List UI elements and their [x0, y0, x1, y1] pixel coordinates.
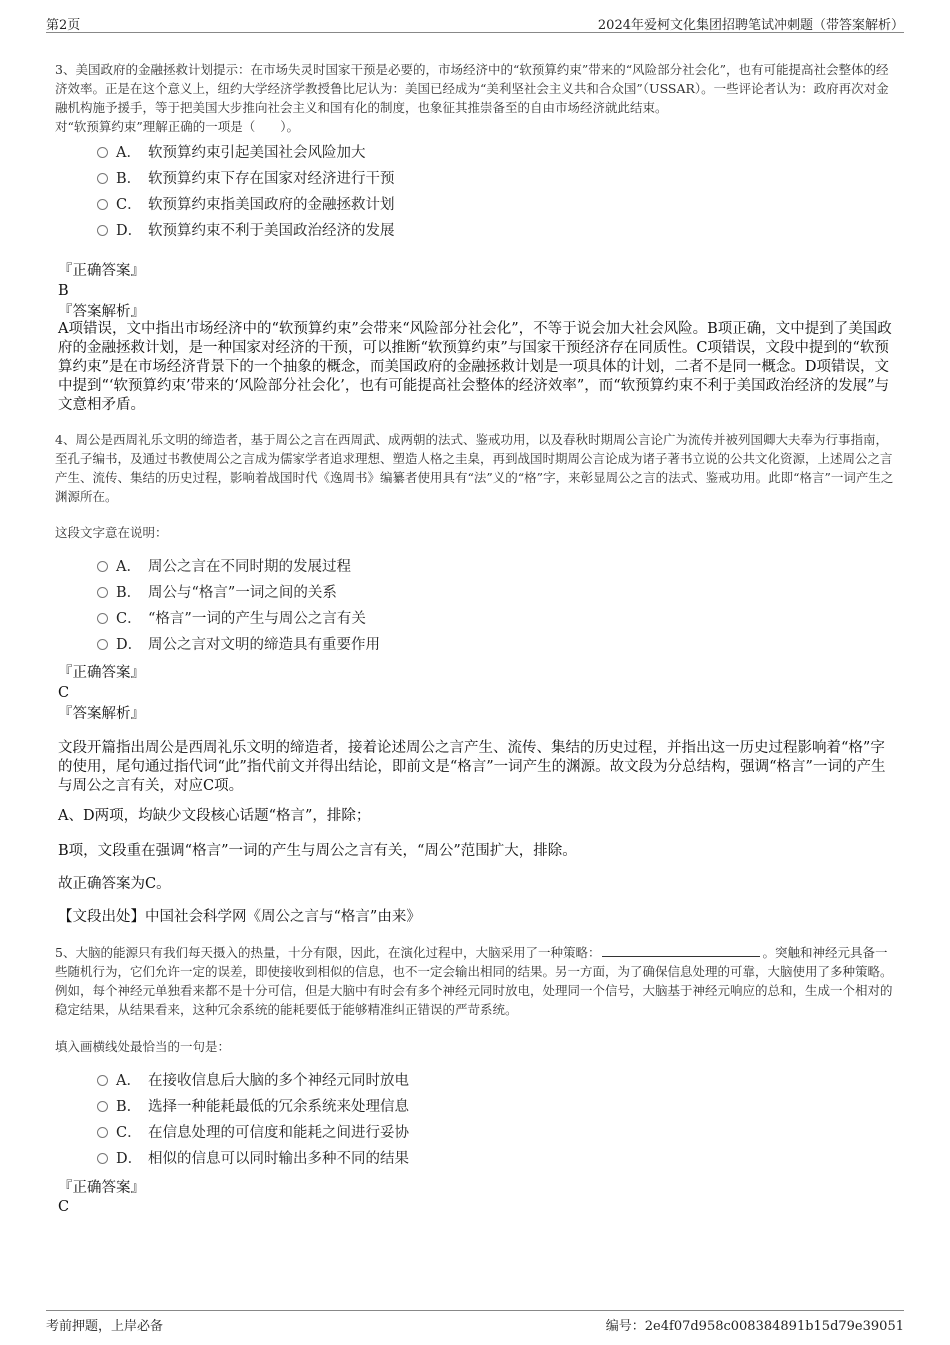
q4-option-b[interactable]: B． 周公与“格言”一词之间的关系 [97, 583, 337, 603]
q5-answer-label: 『正确答案』 [58, 1180, 145, 1196]
radio-icon[interactable] [97, 173, 108, 184]
radio-icon[interactable] [97, 1101, 108, 1112]
q4-answer: C [58, 685, 70, 701]
q4-option-d[interactable]: D． 周公之言对文明的缔造具有重要作用 [97, 635, 380, 655]
q4-option-c[interactable]: C． “格言”一词的产生与周公之言有关 [97, 609, 366, 629]
radio-icon[interactable] [97, 1153, 108, 1164]
q5-option-c[interactable]: C． 在信息处理的可信度和能耗之间进行妥协 [97, 1123, 409, 1143]
q3-option-b[interactable]: B． 软预算约束下存在国家对经济进行干预 [97, 169, 395, 189]
q4-analysis-p1: 文段开篇指出周公是西周礼乐文明的缔造者，接着论述周公之言产生、流传、集结的历史过程，并指出这一历史过程影响着“格”字的使用，尾句通过指代词“此”指代前文并得出结论，即前文是“格言”一词产生的渊源。故文段为分总结构，强调“格言”一词的产生与周公之言有关，对应C项。 [58, 740, 886, 794]
q3-answer-label: 『正确答案』 [58, 263, 145, 279]
question-4-stem [55, 430, 895, 506]
radio-icon[interactable] [97, 1127, 108, 1138]
radio-icon[interactable] [97, 587, 108, 598]
q3-analysis-label: 『答案解析』 [58, 304, 145, 320]
radio-icon[interactable] [97, 561, 108, 572]
q4-analysis-p4: 故正确答案为C。 [58, 876, 171, 892]
page-footer [46, 1310, 904, 1334]
q4-answer-label: 『正确答案』 [58, 665, 145, 681]
footer-slogan: 考前押题，上岸必备 [46, 1319, 164, 1334]
q4-analysis-label: 『答案解析』 [58, 706, 145, 722]
q3-answer: B [58, 283, 69, 299]
q4-source: 【文段出处】中国社会科学网《周公之言与“格言”由来》 [58, 909, 421, 925]
page-number: 第2页 [46, 18, 81, 33]
radio-icon[interactable] [97, 147, 108, 158]
question-4-text: 4、周公是西周礼乐文明的缔造者，基于周公之言在西周武、成两朝的法式、鉴戒功用，以及春秋时期周公言论广为流传并被列国卿大夫奉为行事指南，至孔子编书，及通过书教使周公之言成为儒家学者追求理想、塑造人格之圭臬，再到战国时期周公言论成为诸子著书立说的公共文化资源，上述周公之言产生、流传、集结的历史过程，影响着战国时代《逸周书》编纂者使用具有“法”义的“格”字，来彰显周公之言的法式、鉴戒功用。此即“格言”一词产生之渊源所在。 [55, 432, 894, 504]
question-3-prompt: 对“软预算约束”理解正确的一项是（ ）。 [55, 119, 300, 134]
question-5-text-a: 5、大脑的能源只有我们每天摄入的热量，十分有限，因此，在演化过程中，大脑采用了一种策略： [55, 945, 601, 960]
radio-icon[interactable] [97, 199, 108, 210]
q4-analysis-p2: A、D两项，均缺少文段核心话题“格言”，排除； [58, 808, 371, 824]
question-4-prompt: 这段文字意在说明： [55, 525, 168, 540]
q3-option-c[interactable]: C． 软预算约束指美国政府的金融拯救计划 [97, 195, 395, 215]
question-5-text-b: 。突触和神经元具备一些随机行为，它们允许一定的误差，即使接收到相似的信息，也不一定会输出相同的结果。另一方面，为了确保信息处理的可靠，大脑使用了多种策略。例如，每个神经元单独看来都不是十分可信，但是大脑中有时会有多个神经元同时放电，处理同一个信号，大脑基于神经元响应的总和，生成一个相对的稳定结果，从结果看来，这种冗余系统的能耗要低于能够精准纠正错误的严苛系统。 [55, 945, 893, 1017]
radio-icon[interactable] [97, 613, 108, 624]
document-title: 2024年爱柯文化集团招聘笔试冲刺题（带答案解析） [597, 18, 904, 33]
fill-in-blank [602, 944, 760, 957]
question-3-stem [55, 60, 895, 136]
radio-icon[interactable] [97, 1075, 108, 1086]
q4-analysis-p3: B项，文段重在强调“格言”一词的产生与周公之言有关，“周公”范围扩大，排除。 [58, 843, 577, 859]
page-header [46, 12, 904, 33]
q5-answer: C [58, 1199, 70, 1215]
q4-option-a[interactable]: A． 周公之言在不同时期的发展过程 [97, 557, 351, 577]
document-id: 编号：2e4f07d958c008384891b15d79e39051 [605, 1319, 904, 1334]
q5-option-b[interactable]: B． 选择一种能耗最低的冗余系统来处理信息 [97, 1097, 409, 1117]
q3-option-d[interactable]: D． 软预算约束不利于美国政治经济的发展 [97, 221, 395, 241]
q5-option-a[interactable]: A． 在接收信息后大脑的多个神经元同时放电 [97, 1071, 409, 1091]
question-5-prompt: 填入画横线处最恰当的一句是： [55, 1039, 231, 1054]
radio-icon[interactable] [97, 639, 108, 650]
question-3-text: 3、美国政府的金融拯救计划提示：在市场失灵时国家干预是必要的，市场经济中的“软预算约束”带来的“风险部分社会化”，也有可能提高社会整体的经济效率。正是在这个意义上，纽约大学经济学教授鲁比尼认为：美国已经成为“美利坚社会主义共和合众国”（USSAR）。一些评论者认为：政府再次对金融机构施予援手，等于把美国大步推向社会主义和国有化的制度，也象征其推崇备至的自由市场经济就此结束。 [55, 62, 889, 115]
q3-option-a[interactable]: A． 软预算约束引起美国社会风险加大 [97, 143, 366, 163]
q3-analysis: A项错误，文中指出市场经济中的“软预算约束”会带来“风险部分社会化”，不等于说会加大社会风险。B项正确，文中提到了美国政府的金融拯救计划，是一种国家对经济的干预，可以推断“软预算约束”与国家干预经济存在同质性。C项错误，文段中提到的“软预算约束”是在市场经济背景下的一个抽象的概念，而美国政府的金融拯救计划是一项具体的计划，二者不是同一概念。D项错误，文中提到“‘软预算约束’带来的‘风险部分社会化’，也有可能提高社会整体的经济效率”，而“软预算约束不利于美国政治经济的发展”与文意相矛盾。 [58, 321, 892, 413]
q5-option-d[interactable]: D． 相似的信息可以同时输出多种不同的结果 [97, 1149, 409, 1169]
question-5-stem [55, 943, 895, 1019]
radio-icon[interactable] [97, 225, 108, 236]
